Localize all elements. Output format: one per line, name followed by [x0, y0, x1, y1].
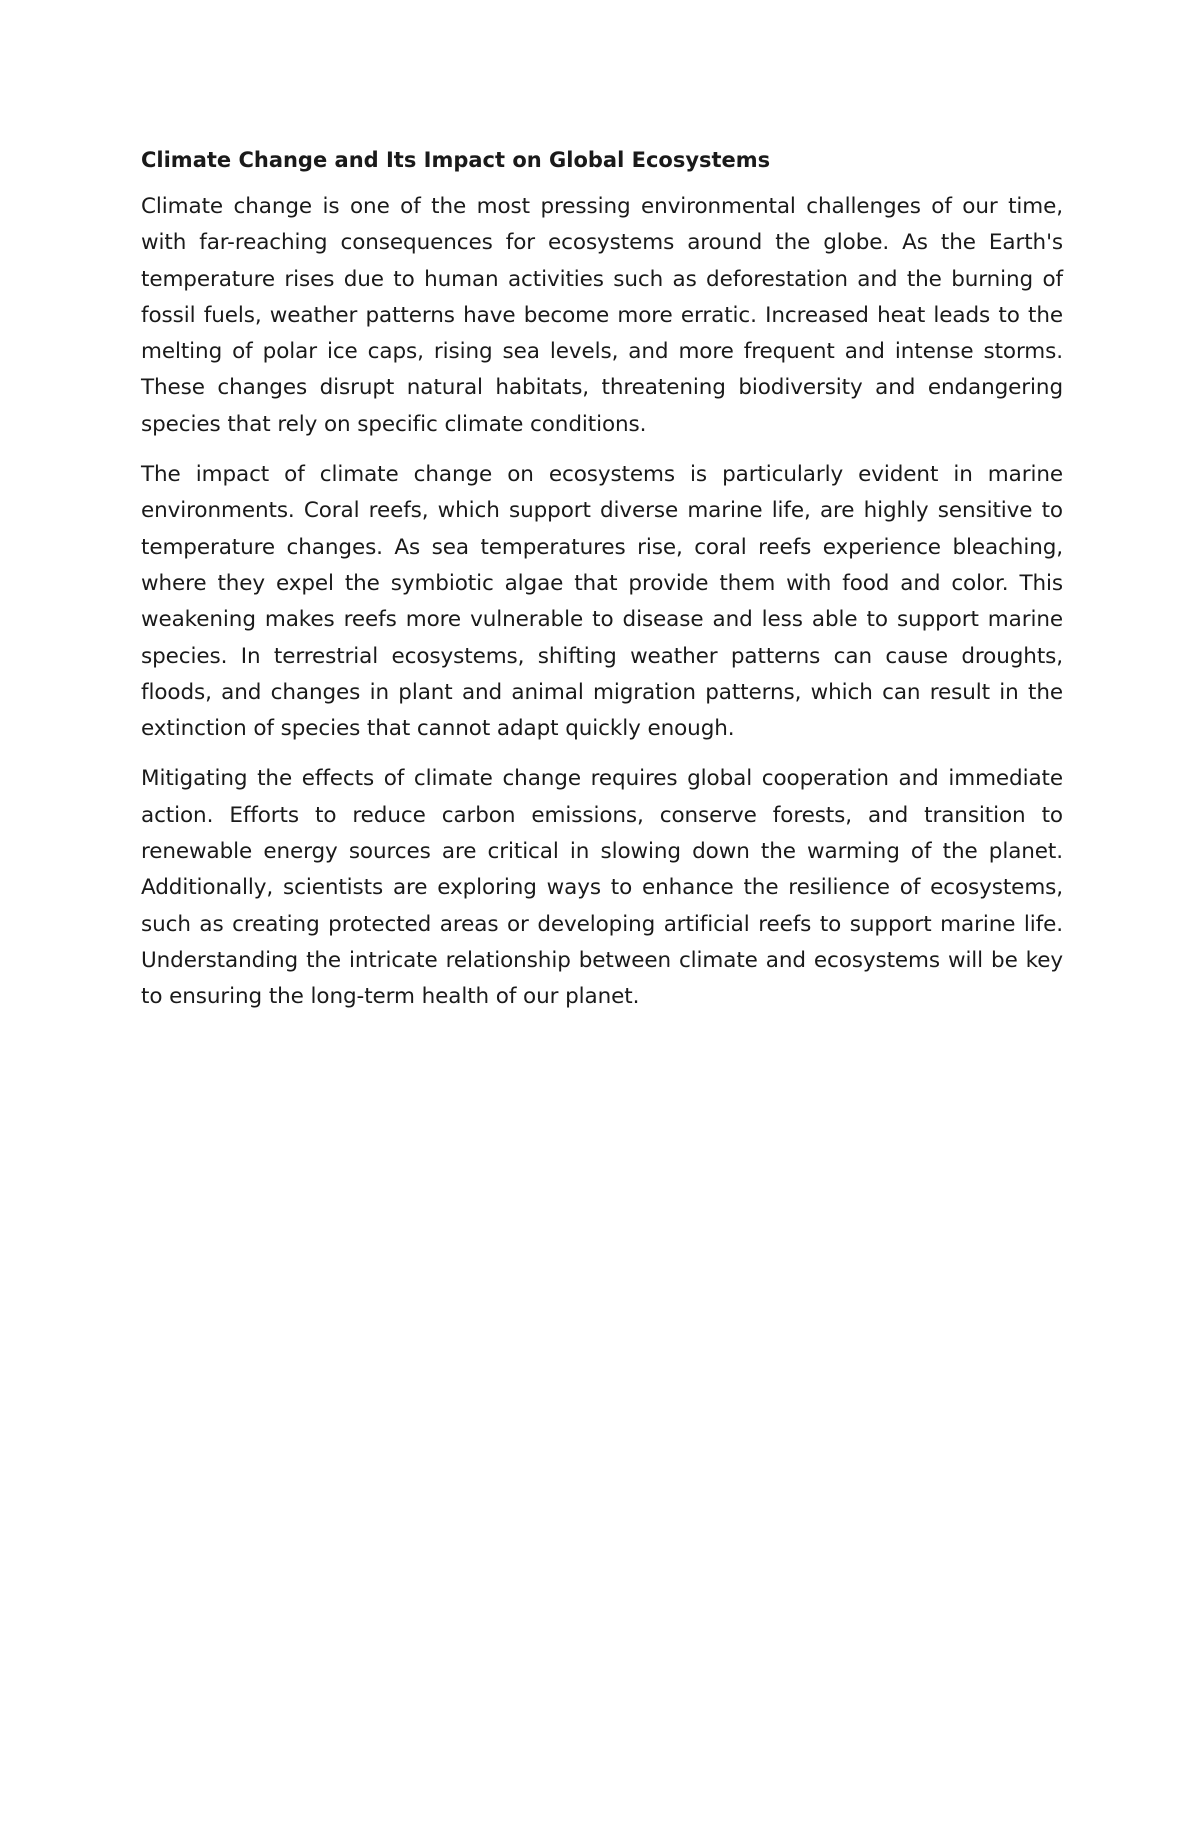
paragraph-1: Climate change is one of the most pressing environmental challenges of our time, with far-reaching consequences for ecosystems around the globe. As the Earth's temperature rises due to human activities such as deforestation and the burning of fossil fuels, weather patterns have become more erratic. Increased heat leads to the melting of polar ice caps, rising sea levels, and more frequent and intense storms. These changes disrupt natural habitats, threatening biodiversity and endangering species that rely on specific climate conditions.	[141, 194, 1063, 437]
document-title: Climate Change and Its Impact on Global Ecosystems	[141, 148, 771, 172]
paragraph-2: The impact of climate change on ecosystems is particularly evident in marine environments. Coral reefs, which support diverse marine life, are highly sensitive to temperature changes. As sea temperatures rise, coral reefs experience bleaching, where they expel the symbiotic algae that provide them with food and color. This weakening makes reefs more vulnerable to disease and less able to support marine species. In terrestrial ecosystems, shifting weather patterns can cause droughts, floods, and changes in plant and animal migration patterns, which can result in the extinction of species that cannot adapt quickly enough.	[141, 462, 1063, 742]
document-body	[141, 145, 1063, 1030]
paragraph-3: Mitigating the effects of climate change requires global cooperation and immediate action. Efforts to reduce carbon emissions, conserve forests, and transition to renewable energy sources are critical in slowing down the warming of the planet. Additionally, scientists are exploring ways to enhance the resilience of ecosystems, such as creating protected areas or developing artificial reefs to support marine life. Understanding the intricate relationship between climate and ecosystems will be key to ensuring the long-term health of our planet.	[141, 766, 1063, 1010]
